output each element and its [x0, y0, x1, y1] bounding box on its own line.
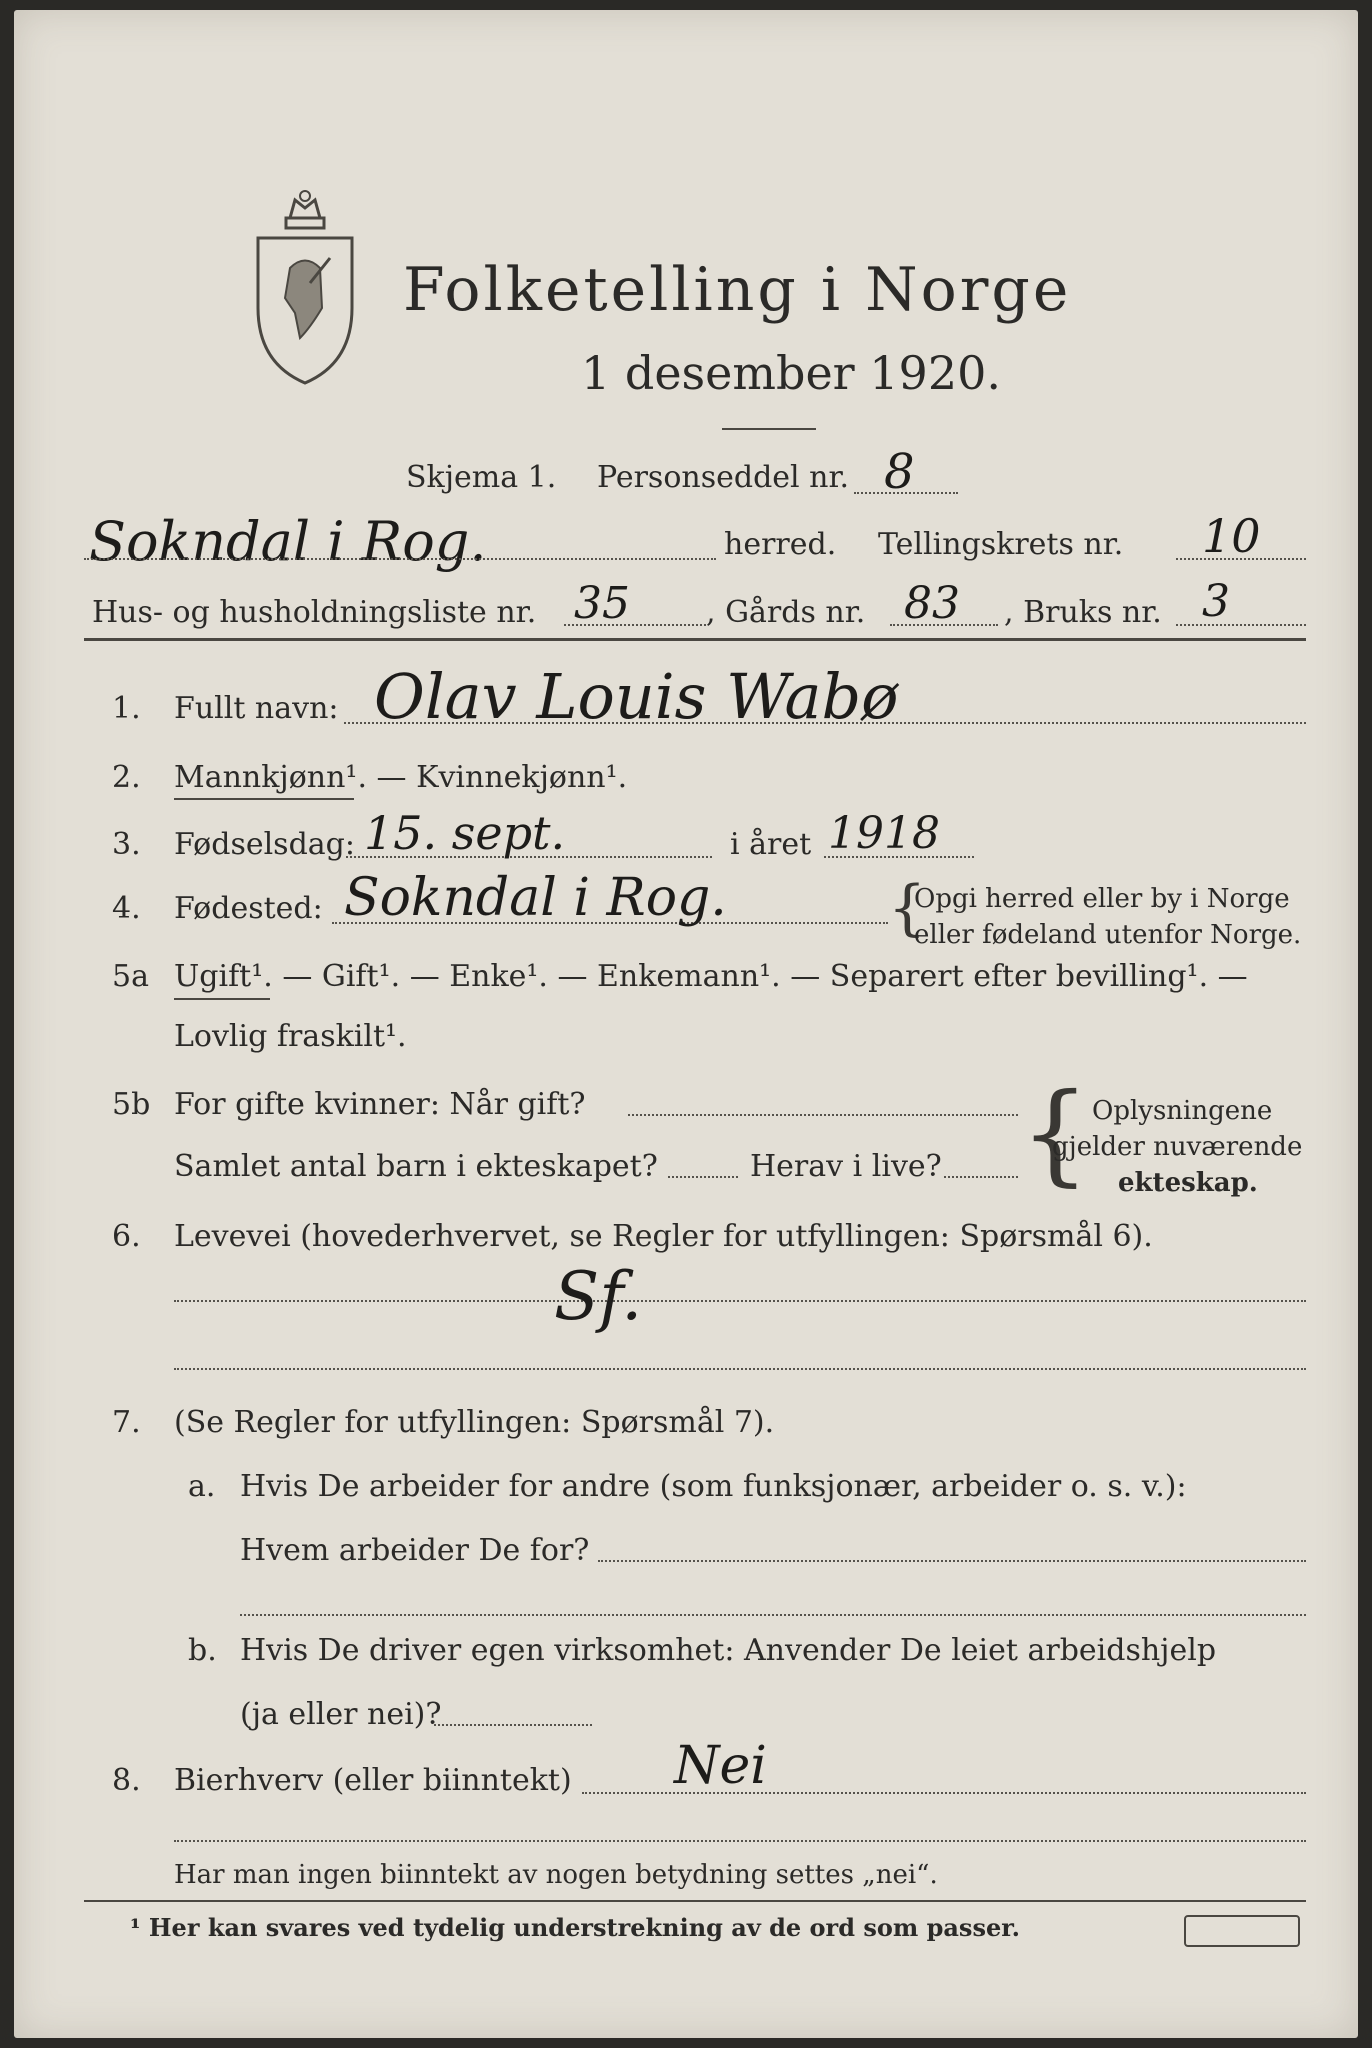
- form-title: Folketelling i Norge: [403, 255, 1072, 325]
- herred-label: herred.: [724, 527, 837, 562]
- bruks-value: 3: [1202, 576, 1230, 627]
- herred-line: [84, 558, 716, 560]
- personseddel-value: 8: [884, 444, 915, 500]
- bruks-line: [1176, 624, 1306, 626]
- q8-number: 8.: [112, 1763, 141, 1798]
- tellingskrets-label: Tellingskrets nr.: [878, 527, 1124, 562]
- q5a-options-line2: Lovlig fraskilt¹.: [174, 1019, 407, 1054]
- q2-underline-mannkjonn: [174, 798, 354, 800]
- q3-year-label: i året: [730, 827, 812, 862]
- q5b-number: 5b: [112, 1087, 151, 1122]
- q5a-number: 5a: [112, 959, 149, 994]
- q5b-live-line: [944, 1176, 1018, 1178]
- norwegian-coat-of-arms-icon: [250, 188, 360, 388]
- q4-note-line2: eller fødeland utenfor Norge.: [914, 920, 1302, 950]
- personseddel-label: Personseddel nr.: [597, 460, 850, 495]
- census-date: 1 desember 1920.: [581, 346, 1001, 400]
- q5a-underline-ugift: [174, 998, 270, 1000]
- q5b-gift-line: [628, 1114, 1018, 1116]
- q7-label: (Se Regler for utfyllingen: Spørsmål 7).: [174, 1405, 775, 1440]
- q8-value: Nei: [674, 1736, 767, 1796]
- q7a-line2: Hvem arbeider De for?: [240, 1533, 590, 1568]
- q7a-line1: Hvis De arbeider for andre (som funksjonær, arbeider o. s. v.):: [240, 1469, 1187, 1504]
- schema-label: Skjema 1.: [406, 460, 557, 495]
- q7a-line-employer: [598, 1560, 1306, 1562]
- title-divider: [722, 428, 816, 430]
- q5b-note3: ekteskap.: [1118, 1168, 1258, 1198]
- q7b-answer-line: [434, 1724, 592, 1726]
- q6-number: 6.: [112, 1219, 141, 1254]
- husliste-value: 35: [574, 578, 630, 629]
- q7b-line1: Hvis De driver egen virksomhet: Anvender De leiet arbeidshjelp: [240, 1633, 1217, 1668]
- q5b-note-brace: {: [1020, 1069, 1090, 1197]
- q5b-line2a: Samlet antal barn i ekteskapet?: [174, 1149, 658, 1184]
- q7b-line2: (ja eller nei)?: [240, 1697, 442, 1732]
- gards-value: 83: [904, 578, 960, 629]
- q7b-letter: b.: [188, 1633, 217, 1668]
- gards-label: , Gårds nr.: [706, 595, 866, 630]
- q4-number: 4.: [112, 891, 141, 926]
- footnote: ¹ Her kan svares ved tydelig understrekning av de ord som passer.: [130, 1913, 1021, 1942]
- q2-number: 2.: [112, 760, 141, 795]
- q8-label: Bierhverv (eller biinntekt): [174, 1763, 572, 1798]
- q7-number: 7.: [112, 1405, 141, 1440]
- tellingskrets-value: 10: [1202, 509, 1261, 563]
- printer-stamp: [1184, 1915, 1300, 1947]
- q4-note-line1: Opgi herred eller by i Norge: [914, 884, 1290, 914]
- header-divider: [84, 638, 1306, 641]
- q4-value: Sokndal i Rog.: [344, 868, 727, 928]
- q7a-letter: a.: [188, 1469, 216, 1504]
- q5b-line1: For gifte kvinner: Når gift?: [174, 1087, 586, 1122]
- q5b-note1: Oplysningene: [1092, 1096, 1273, 1126]
- q3-year-value: 1918: [828, 808, 940, 859]
- q5b-barn-line: [668, 1176, 738, 1178]
- q6-value: Sf.: [554, 1258, 643, 1335]
- herred-value: Sokndal i Rog.: [89, 510, 487, 573]
- q6-line1: [174, 1300, 1306, 1302]
- q3-day-value: 15. sept.: [364, 806, 566, 860]
- census-form-page: [14, 10, 1358, 2038]
- q4-label: Fødested:: [174, 891, 323, 926]
- q4-note-brace: {: [888, 873, 927, 943]
- q5b-line2b: Herav i live?: [750, 1149, 942, 1184]
- husliste-label: Hus- og husholdningsliste nr.: [92, 595, 537, 630]
- q3-number: 3.: [112, 827, 141, 862]
- q3-label: Fødselsdag:: [174, 827, 355, 862]
- q1-number: 1.: [112, 691, 141, 726]
- nei-note: Har man ingen biinntekt av nogen betydning settes „nei“.: [174, 1860, 938, 1890]
- q8-line2: [174, 1840, 1306, 1842]
- q6-label: Levevei (hovederhvervet, se Regler for utfyllingen: Spørsmål 6).: [174, 1219, 1153, 1254]
- q5b-note2: gjelder nuværende: [1052, 1132, 1303, 1162]
- q5a-options-line1: Ugift¹. — Gift¹. — Enke¹. — Enkemann¹. — Separert efter bevilling¹. —: [174, 959, 1248, 994]
- bruks-label: , Bruks nr.: [1004, 595, 1162, 630]
- q7a-line-extra: [240, 1614, 1306, 1616]
- footer-divider: [84, 1900, 1306, 1902]
- q1-value: Olav Louis Wabø: [374, 660, 899, 733]
- q2-options: Mannkjønn¹. — Kvinnekjønn¹.: [174, 760, 628, 795]
- q6-line2: [174, 1368, 1306, 1370]
- q1-label: Fullt navn:: [174, 691, 339, 726]
